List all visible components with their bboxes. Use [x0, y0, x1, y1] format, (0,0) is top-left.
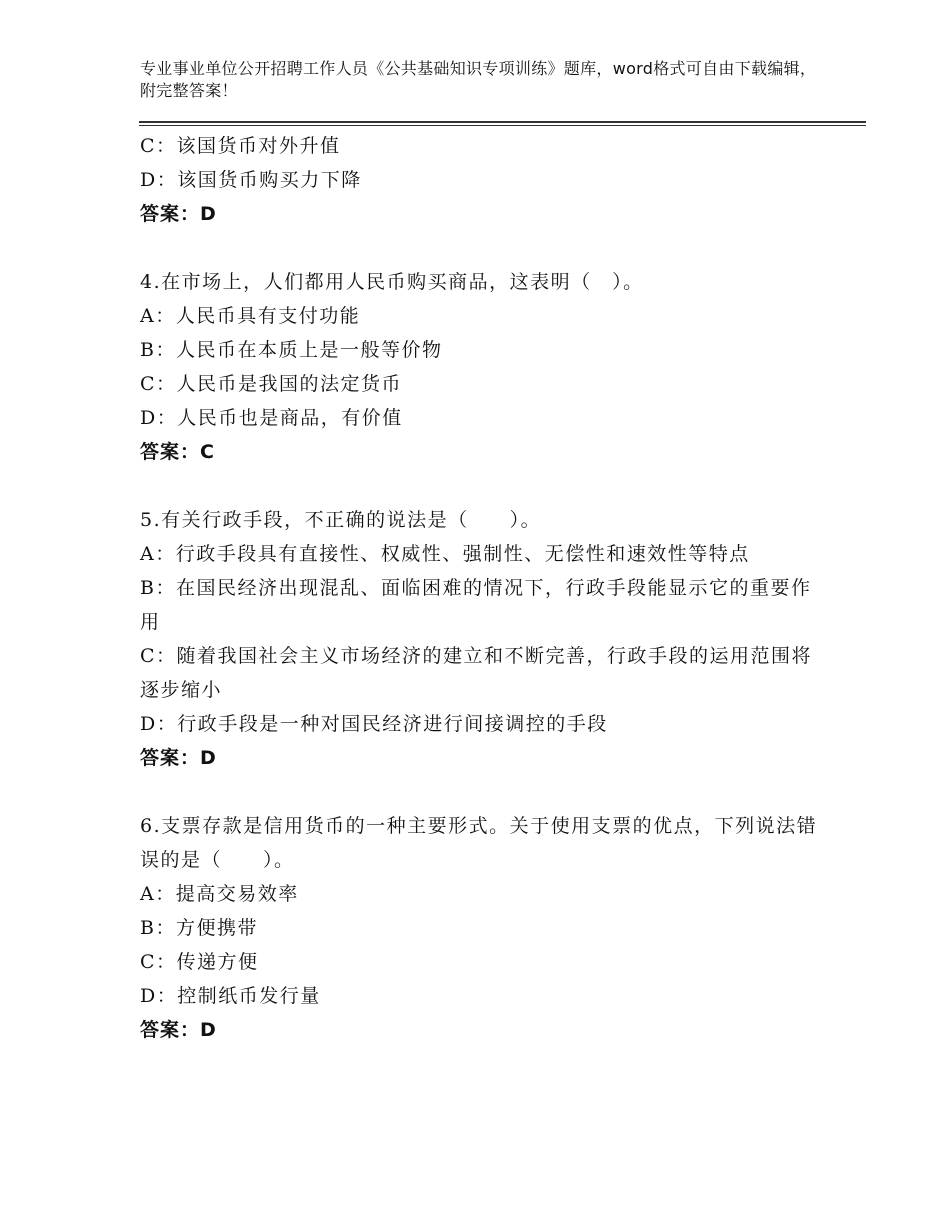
- option-c: C：随着我国社会主义市场经济的建立和不断完善，行政手段的运用范围将逐步缩小: [140, 645, 813, 701]
- answer-label: 答案：D: [140, 203, 217, 225]
- option-a: A：人民币具有支付功能: [140, 305, 361, 327]
- spacer: [140, 775, 820, 809]
- option-a: A：行政手段具有直接性、权威性、强制性、无偿性和速效性等特点: [140, 543, 750, 565]
- page-header: [140, 58, 820, 102]
- header-divider-thin: [139, 125, 866, 126]
- question-6: [140, 809, 820, 1047]
- option-b: B：方便携带: [140, 917, 258, 939]
- question-4: [140, 265, 820, 469]
- option-d: D：行政手段是一种对国民经济进行间接调控的手段: [140, 713, 608, 735]
- option-b: B：人民币在本质上是一般等价物: [140, 339, 443, 361]
- answer-label: 答案：D: [140, 1019, 217, 1041]
- option-b: B：在国民经济出现混乱、面临困难的情况下，行政手段能显示它的重要作用: [140, 577, 812, 633]
- option-c: C：传递方便: [140, 951, 259, 973]
- option-d: D：人民币也是商品，有价值: [140, 407, 403, 429]
- header-title: 专业事业单位公开招聘工作人员《公共基础知识专项训练》题库，word格式可自由下载编辑，附完整答案！: [140, 59, 817, 100]
- option-c: C：该国货币对外升值: [140, 135, 341, 157]
- option-d: D：该国货币购买力下降: [140, 169, 362, 191]
- spacer: [140, 231, 820, 265]
- question-list: [140, 129, 820, 1047]
- option-a: A：提高交易效率: [140, 883, 299, 905]
- question-5: [140, 503, 820, 775]
- answer-label: 答案：D: [140, 747, 217, 769]
- question-stem: 5.有关行政手段，不正确的说法是（ ）。: [140, 509, 542, 531]
- option-d: D：控制纸币发行量: [140, 985, 321, 1007]
- question-stem: 4.在市场上，人们都用人民币购买商品，这表明（ ）。: [140, 271, 644, 293]
- answer-label: 答案：C: [140, 441, 215, 463]
- question-stem: 6.支票存款是信用货币的一种主要形式。关于使用支票的优点，下列说法错误的是（ ）。: [140, 815, 818, 871]
- header-divider: [139, 121, 866, 126]
- header-divider-thick: [139, 121, 866, 123]
- option-c: C：人民币是我国的法定货币: [140, 373, 403, 395]
- spacer: [140, 469, 820, 503]
- previous-question-tail: [140, 129, 820, 231]
